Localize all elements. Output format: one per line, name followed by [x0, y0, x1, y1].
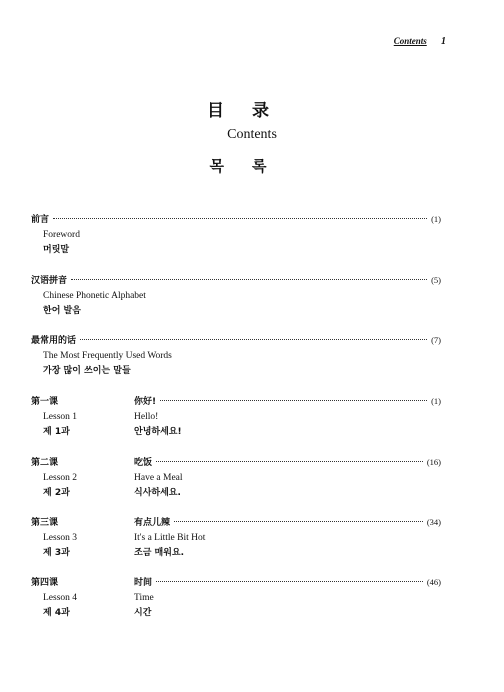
toc-entry-phonetic-alphabet[interactable] [31, 273, 441, 319]
dot-leader [80, 339, 427, 340]
dot-leader [53, 218, 427, 219]
dot-leader [156, 581, 423, 582]
contents-title-chinese: 目录 [207, 101, 297, 121]
entry-title-chinese: 最常用的话 [31, 336, 77, 346]
contents-title-korean: 목록 [209, 157, 295, 175]
dot-leader [156, 461, 423, 462]
lesson-page-number: (1) [431, 396, 441, 406]
toc-entry-frequent-words[interactable] [31, 333, 441, 379]
lesson-title-english: Hello! [134, 412, 159, 422]
entry-title-chinese: 前言 [31, 215, 50, 225]
lesson-page-number: (46) [426, 577, 441, 587]
lesson-number-english: Lesson 1 [43, 412, 78, 422]
page-number: 1 [441, 36, 446, 47]
entry-title-chinese: 汉语拼音 [31, 276, 68, 286]
lesson-number-chinese: 第四课 [31, 578, 59, 588]
toc-entry-lesson-2[interactable] [31, 455, 441, 501]
lesson-title-korean: 조금 매워요. [134, 548, 185, 558]
lesson-number-korean: 제 1과 [43, 427, 70, 437]
lesson-title-english: Have a Meal [134, 473, 183, 483]
entry-page-number: (1) [431, 214, 441, 224]
entry-title-korean: 가장 많이 쓰이는 말들 [43, 366, 131, 376]
lesson-title-chinese: 吃饭 [134, 458, 153, 468]
contents-title-english: Contents [227, 127, 277, 142]
dot-leader [174, 521, 423, 522]
lesson-title-korean: 식사하세요. [134, 488, 181, 498]
entry-page-number: (5) [431, 275, 441, 285]
entry-title-english: Chinese Phonetic Alphabet [43, 291, 146, 301]
toc-entry-lesson-3[interactable] [31, 515, 441, 561]
entry-page-number: (7) [431, 335, 441, 345]
lesson-number-english: Lesson 4 [43, 593, 78, 603]
lesson-number-chinese: 第三课 [31, 518, 59, 528]
lesson-title-english: Time [134, 593, 154, 603]
lesson-title-chinese: 你好! [134, 397, 157, 407]
lesson-page-number: (16) [426, 457, 441, 467]
entry-title-english: Foreword [43, 230, 80, 240]
lesson-title-chinese: 有点儿辣 [134, 518, 171, 528]
lesson-title-english: It's a Little Bit Hot [134, 533, 206, 543]
toc-entry-lesson-1[interactable] [31, 394, 441, 440]
entry-title-english: The Most Frequently Used Words [43, 351, 172, 361]
running-head [394, 36, 446, 47]
lesson-title-korean: 시간 [134, 608, 152, 618]
lesson-number-korean: 제 2과 [43, 488, 70, 498]
dot-leader [71, 279, 427, 280]
dot-leader [160, 400, 427, 401]
lesson-number-english: Lesson 2 [43, 473, 78, 483]
lesson-number-english: Lesson 3 [43, 533, 78, 543]
lesson-number-chinese: 第二课 [31, 458, 59, 468]
entry-title-korean: 한어 발음 [43, 306, 81, 316]
running-head-title: Contents [393, 36, 427, 46]
toc-entry-lesson-4[interactable] [31, 575, 441, 621]
lesson-number-korean: 제 3과 [43, 548, 70, 558]
lesson-number-korean: 제 4과 [43, 608, 70, 618]
lesson-number-chinese: 第一课 [31, 397, 59, 407]
lesson-title-korean: 안녕하세요! [134, 427, 182, 437]
lesson-page-number: (34) [426, 517, 441, 527]
entry-title-korean: 머릿말 [43, 245, 70, 255]
toc-entry-foreword[interactable] [31, 212, 441, 258]
lesson-title-chinese: 时间 [134, 578, 153, 588]
